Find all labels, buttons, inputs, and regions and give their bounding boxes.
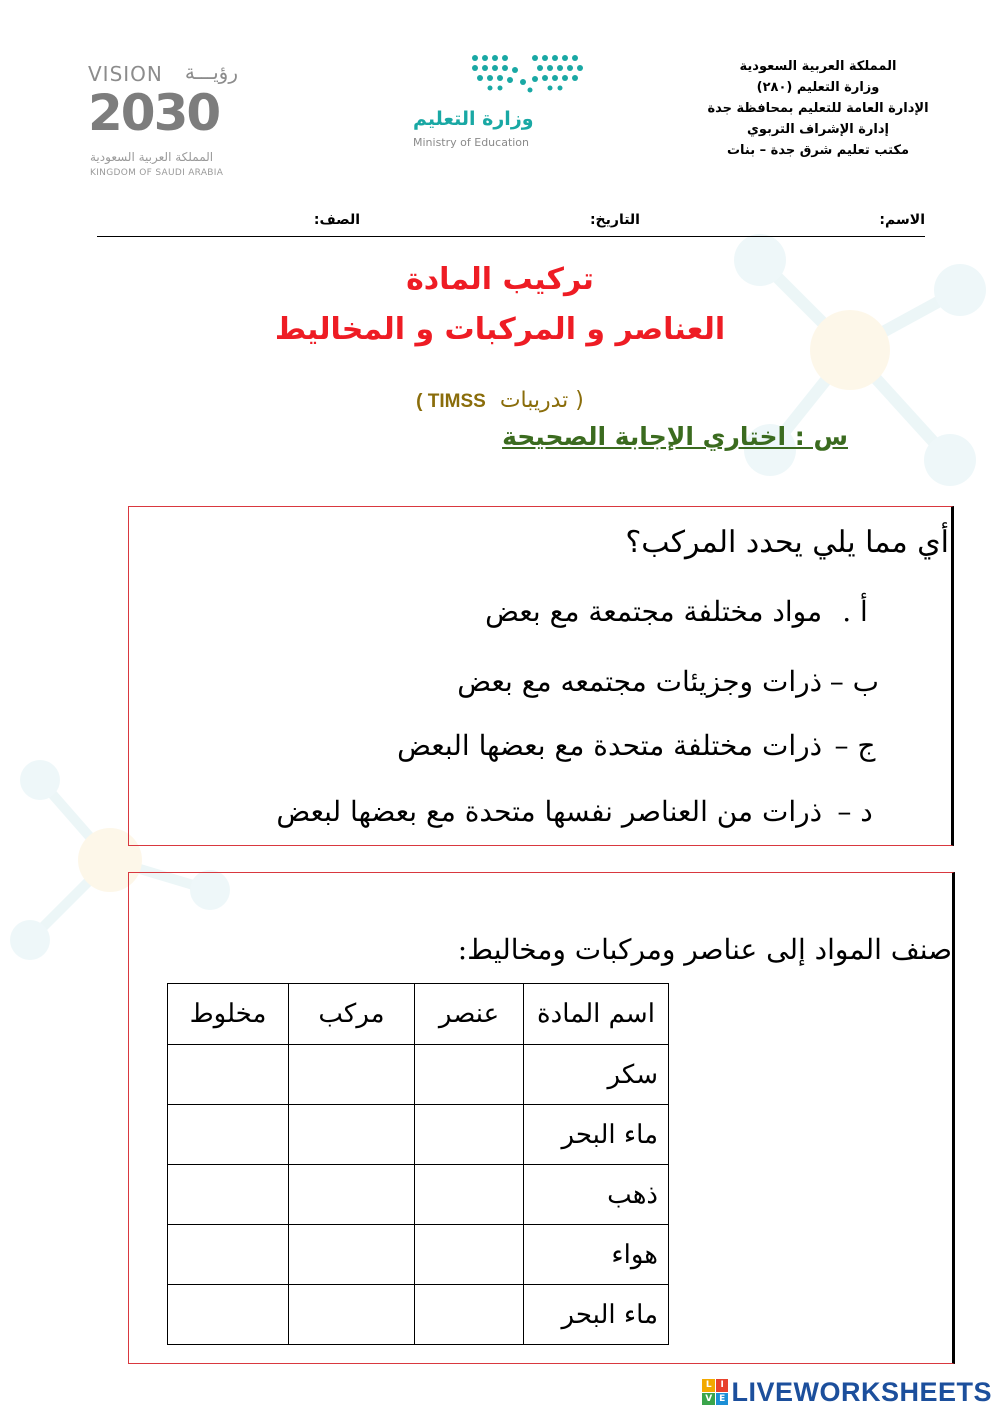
option-b[interactable] (457, 665, 879, 698)
molecule-decoration-right-icon (700, 200, 1000, 500)
compound-cell[interactable] (289, 1165, 415, 1225)
ministry-line: إدارة الإشراف التربوي (746, 122, 890, 137)
table-header-row (168, 984, 669, 1045)
moe-english-name: Ministry of Education (413, 136, 530, 149)
vision-word: VISION (88, 62, 163, 86)
substance-name: ذهب (524, 1165, 669, 1225)
header-mixture: مخلوط (168, 984, 289, 1045)
instruction-heading: س : اختاري الإجابة الصحيحة (502, 422, 848, 451)
substance-name: ماء البحر (524, 1285, 669, 1345)
table-row (168, 1045, 669, 1105)
date-label: التاريخ: (589, 212, 640, 228)
badge-letter: I (716, 1379, 729, 1392)
vision-year: 2030 (88, 84, 220, 142)
ministry-line: المملكة العربية السعودية (739, 59, 897, 74)
substance-name: ماء البحر (524, 1105, 669, 1165)
table-row (168, 1285, 669, 1345)
class-label: الصف: (313, 212, 360, 228)
option-text: ذرات من العناصر نفسها متحدة مع بعضها لبعض (276, 795, 823, 828)
header-compound: مركب (289, 984, 415, 1045)
compound-cell[interactable] (289, 1285, 415, 1345)
option-label: ج – (834, 729, 876, 762)
vision-kingdom-arabic: المملكة العربية السعودية (90, 150, 214, 164)
option-text: ذرات وجزيئات مجتمعه مع بعض (457, 665, 823, 698)
liveworksheets-brand: LIVEWORKSHEETS (731, 1376, 992, 1407)
option-d[interactable] (276, 795, 879, 828)
vision-kingdom-english: KINGDOM OF SAUDI ARABIA (90, 168, 224, 178)
option-c[interactable] (397, 729, 879, 762)
mixture-cell[interactable] (168, 1285, 289, 1345)
ministry-header (688, 56, 948, 161)
badge-letter: V (702, 1393, 715, 1406)
substance-name: سكر (524, 1045, 669, 1105)
ministry-line: مكتب تعليم شرق جدة – بنات (726, 143, 909, 158)
element-cell[interactable] (415, 1045, 524, 1105)
table-row (168, 1105, 669, 1165)
element-cell[interactable] (415, 1225, 524, 1285)
element-cell[interactable] (415, 1105, 524, 1165)
compound-cell[interactable] (289, 1225, 415, 1285)
element-cell[interactable] (415, 1165, 524, 1225)
ministry-of-education-logo (405, 52, 595, 152)
option-label: أ . (842, 595, 868, 628)
ministry-line: وزارة التعليم (٢٨٠) (756, 80, 880, 95)
header-element: عنصر (415, 984, 524, 1045)
question2-text: صنف المواد إلى عناصر ومركبات ومخاليط: (457, 933, 952, 966)
table-row (168, 1165, 669, 1225)
header-substance-name: اسم المادة (524, 984, 669, 1045)
student-info-line (97, 208, 925, 237)
mixture-cell[interactable] (168, 1045, 289, 1105)
option-text: ذرات مختلفة متحدة مع بعضها البعض (397, 729, 823, 762)
table-row (168, 1225, 669, 1285)
compound-cell[interactable] (289, 1045, 415, 1105)
option-a[interactable] (485, 595, 879, 628)
liveworksheets-logo[interactable] (702, 1377, 992, 1407)
badge-letter: L (702, 1379, 715, 1392)
page-subtitle: العناصر و المركبات و المخاليط (274, 312, 726, 347)
option-text: مواد مختلفة مجتمعة مع بعض (485, 595, 823, 628)
option-label: د – (837, 795, 873, 828)
mixture-cell[interactable] (168, 1225, 289, 1285)
page-title: تركيب المادة (406, 262, 594, 297)
timss-text: TIMSS ) (416, 391, 486, 412)
ministry-line: الإدارة العامة للتعليم بمحافظة جدة (707, 101, 929, 116)
liveworksheets-badge-icon (702, 1379, 728, 1405)
option-label: ب – (829, 665, 879, 698)
moe-arabic-name: وزارة التعليم (413, 108, 534, 130)
vision-arabic: رؤيـــة (184, 60, 238, 84)
compound-cell[interactable] (289, 1105, 415, 1165)
element-cell[interactable] (415, 1285, 524, 1345)
timss-label (380, 388, 620, 413)
moe-dots-icon (405, 52, 595, 102)
classification-table (167, 983, 669, 1345)
question2-box (128, 872, 955, 1364)
question1-text: أي مما يلي يحدد المركب؟ (625, 525, 949, 560)
training-text: ( تدريبات (499, 388, 584, 413)
substance-name: هواء (524, 1225, 669, 1285)
badge-letter: E (716, 1393, 729, 1406)
question1-box (128, 506, 954, 846)
mixture-cell[interactable] (168, 1105, 289, 1165)
name-label: الاسم: (879, 212, 925, 228)
mixture-cell[interactable] (168, 1165, 289, 1225)
vision-2030-logo (88, 62, 238, 182)
